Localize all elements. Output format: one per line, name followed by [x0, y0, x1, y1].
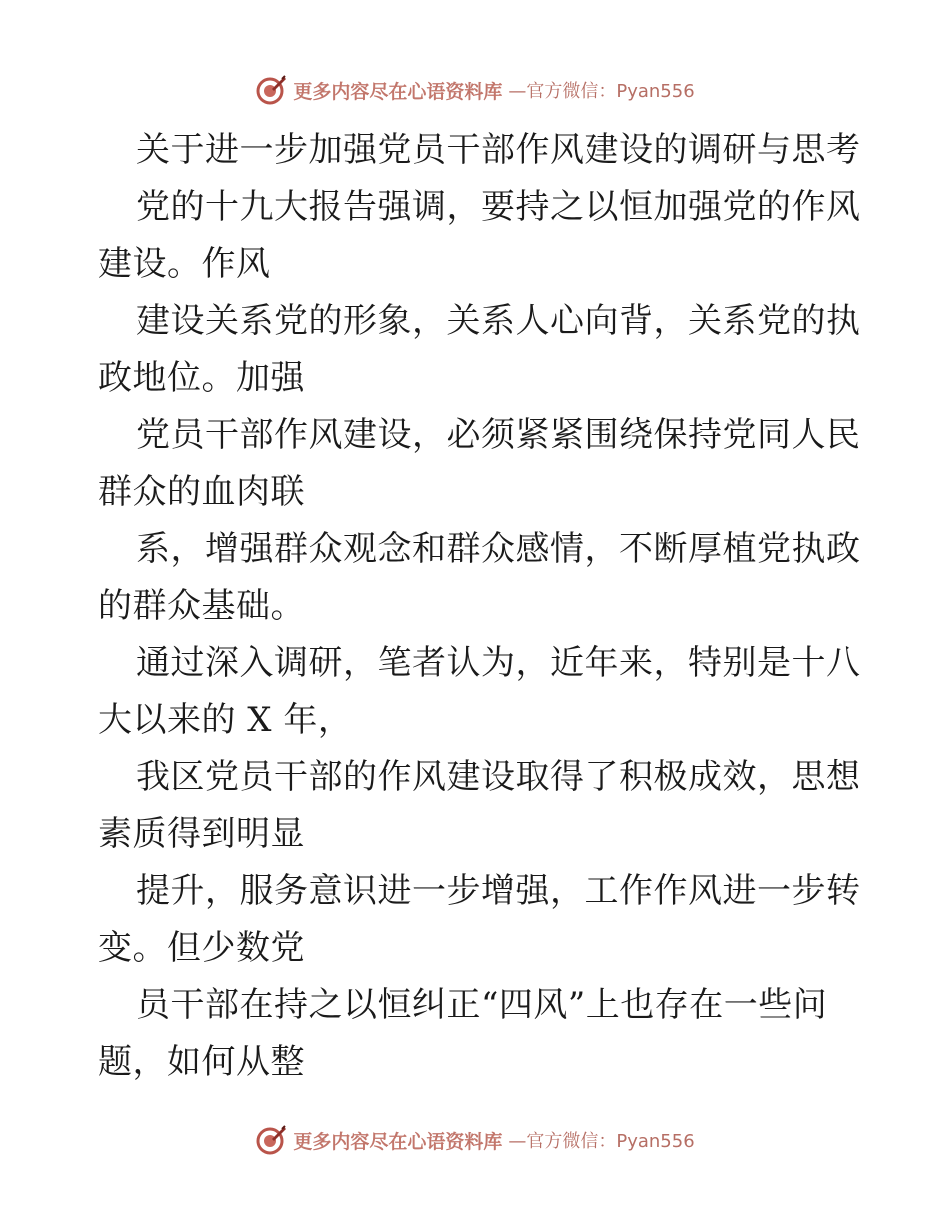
text-line: 群众的血肉联 — [98, 472, 305, 512]
text-line: 素质得到明显 — [98, 814, 305, 854]
banner-wechat: —官方微信：Pyan556 — [508, 1131, 695, 1152]
text-line: 党员干部作风建设，必须紧紧围绕保持党同人民 — [136, 415, 861, 455]
text-line: 员干部在持之以恒纠正“四风”上也存在一些问 — [136, 985, 828, 1025]
footer-banner — [0, 1120, 950, 1160]
text-line: 变。但少数党 — [98, 928, 305, 968]
text-line: 的群众基础。 — [98, 586, 305, 626]
banner-wechat: —官方微信：Pyan556 — [508, 81, 695, 102]
text-line: 建设关系党的形象，关系人心向背，关系党的执 — [136, 301, 861, 341]
banner-title: 更多内容尽在心语资料库 — [293, 1130, 503, 1153]
text-line: 题，如何从整 — [98, 1042, 305, 1082]
text-line: 通过深入调研，笔者认为，近年来，特别是十八 — [136, 643, 861, 683]
document-body — [98, 122, 861, 1091]
text-line: 政地位。加强 — [98, 358, 305, 398]
text-line: 建设。作风 — [98, 244, 271, 284]
document-title: 关于进一步加强党员干部作风建设的调研与思考 — [136, 130, 861, 170]
header-banner — [0, 70, 950, 110]
text-line: 系，增强群众观念和群众感情，不断厚植党执政 — [136, 529, 861, 569]
banner-title: 更多内容尽在心语资料库 — [293, 80, 503, 103]
text-line: 党的十九大报告强调，要持之以恒加强党的作风 — [136, 187, 861, 227]
pen-seal-logo-icon — [255, 74, 287, 106]
pen-seal-logo-icon — [255, 1124, 287, 1156]
text-line: 我区党员干部的作风建设取得了积极成效，思想 — [136, 757, 861, 797]
text-line: 提升，服务意识进一步增强，工作作风进一步转 — [136, 871, 861, 911]
text-line: 大以来的 X 年， — [98, 700, 353, 740]
